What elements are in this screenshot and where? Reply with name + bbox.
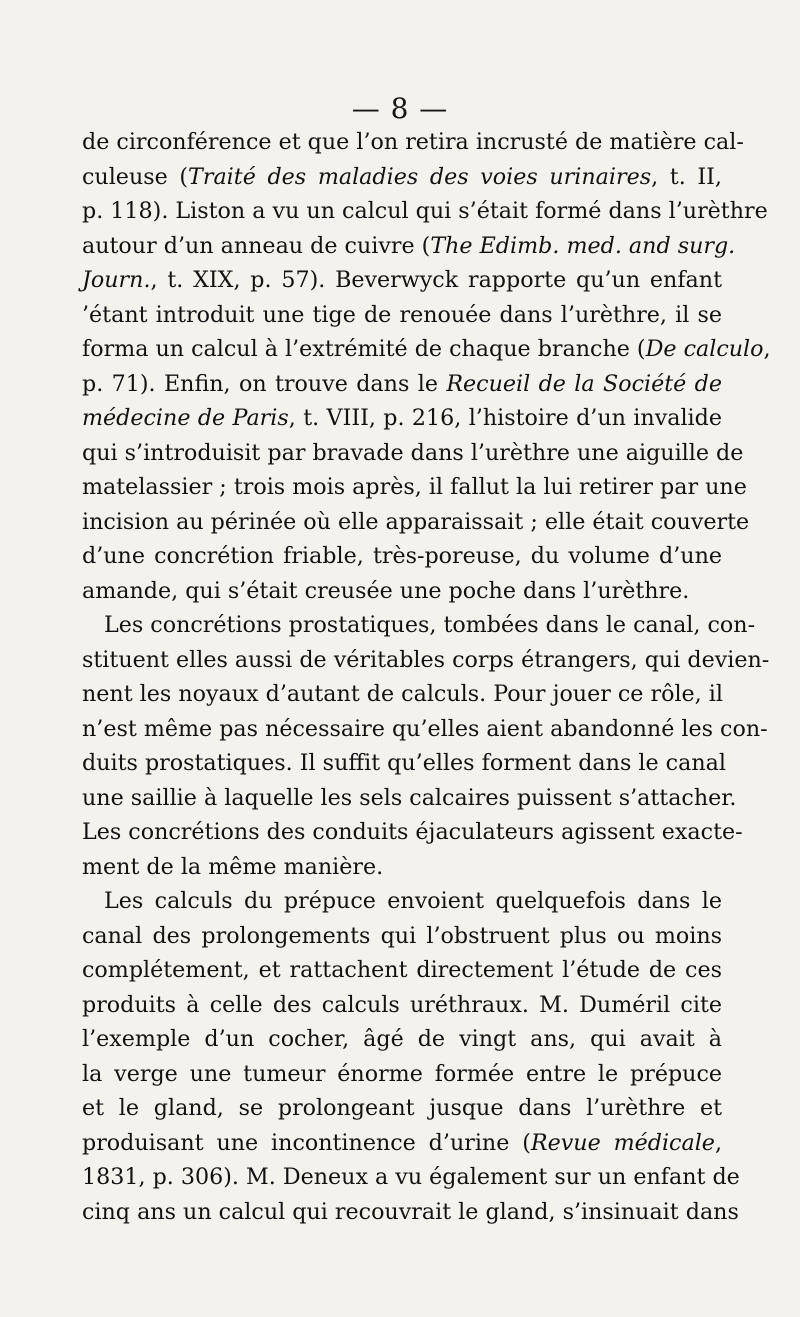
text-run: , t. XIX, p. 57). Beverwyck rapporte qu’un enfant [150, 267, 722, 293]
text-run: nent les noyaux d’autant de calculs. Pour jouer ce rôle, il [82, 681, 723, 707]
text-line [82, 160, 722, 195]
text-run: ment de la même manière. [82, 853, 384, 880]
italic-citation: Traité des maladies des voies urinaires [188, 163, 652, 190]
text-run: culeuse ( [82, 163, 189, 190]
text-line [82, 539, 722, 574]
text-run: incision au périnée où elle apparaissait ; elle était couverte [82, 508, 750, 535]
text-line [82, 505, 750, 540]
text-line [82, 1126, 722, 1161]
italic-citation: The Edimb. med. and surg. [430, 232, 736, 259]
text-run: la verge une tumeur énorme formée entre le prépuce [82, 1060, 722, 1087]
body-text [82, 125, 771, 1229]
page-number: — 8 — [351, 92, 449, 125]
text-run: forma un calcul à l’extrémité de chaque branche ( [82, 336, 646, 362]
text-run: produisant une incontinence d’urine ( [82, 1129, 531, 1156]
text-line [82, 229, 736, 264]
text-line [82, 1160, 740, 1195]
text-run: cinq ans un calcul qui recouvrait le gland, s’insinuait dans [82, 1198, 739, 1225]
text-run: Les concrétions prostatiques, tombées dans le canal, con- [104, 612, 756, 638]
text-run: stituent elles aussi de véritables corps étrangers, qui devien- [82, 646, 770, 673]
text-line [82, 1022, 722, 1057]
text-line [82, 850, 722, 885]
text-run: complétement, et rattachent directement l’étude de ces [82, 957, 722, 983]
text-line [82, 815, 743, 850]
text-line [82, 125, 744, 160]
text-run: autour d’un anneau de cuivre ( [82, 232, 431, 259]
text-line [82, 1057, 722, 1092]
text-run: n’est même pas nécessaire qu’elles aient abandonné les con- [82, 715, 768, 742]
text-line [82, 263, 722, 298]
text-run: Les calculs du prépuce envoient quelquefois dans le [104, 888, 722, 914]
text-line [82, 919, 722, 954]
text-line [82, 1091, 722, 1126]
italic-citation: Journ. [82, 267, 151, 293]
text-line [82, 712, 768, 747]
text-line [82, 332, 771, 367]
text-line [82, 401, 722, 436]
text-run: Les concrétions des conduits éjaculateurs agissent exacte- [82, 819, 743, 845]
italic-citation: De calculo [645, 336, 764, 362]
text-run: duits prostatiques. Il suffit qu’elles forment dans le canal [82, 750, 726, 776]
text-line [82, 988, 722, 1023]
text-line [82, 884, 722, 919]
text-run: p. 118). Liston a vu un calcul qui s’était formé dans l’urèthre [82, 198, 768, 224]
text-line [82, 298, 722, 333]
text-line [82, 781, 737, 816]
italic-citation: médecine de Paris [82, 405, 289, 431]
text-run: , t. II, [651, 163, 722, 190]
text-run: 1831, p. 306). M. Deneux a vu également sur un enfant de [82, 1164, 740, 1190]
text-run: canal des prolongements qui l’obstruent plus ou moins [82, 922, 722, 949]
text-line [82, 194, 768, 229]
text-run: amande, qui s’était creusée une poche dans l’urèthre. [82, 577, 690, 604]
text-run: d’une concrétion friable, très-poreuse, du volume d’une [82, 543, 722, 569]
text-line [82, 1195, 739, 1230]
text-line [82, 608, 756, 643]
text-run: , [763, 336, 771, 362]
text-line [82, 470, 747, 505]
text-line [82, 574, 722, 609]
text-run: produits à celle des calculs uréthraux. M. Duméril cite [82, 991, 722, 1018]
text-line [82, 436, 744, 471]
text-line [82, 746, 726, 781]
text-run: , [714, 1129, 722, 1156]
text-run: l’exemple d’un cocher, âgé de vingt ans, qui avait à [82, 1026, 722, 1052]
italic-citation: Revue médicale [530, 1129, 715, 1156]
text-run: ’étant introduit une tige de renouée dans l’urèthre, il se [82, 301, 722, 328]
text-run: et le gland, se prolongeant jusque dans l’urèthre et [82, 1095, 722, 1121]
text-run: de circonférence et que l’on retira incrusté de matière cal- [82, 129, 744, 155]
text-line [82, 367, 722, 402]
text-line [82, 953, 722, 988]
text-run: une saillie à laquelle les sels calcaires puissent s’attacher. [82, 784, 737, 811]
text-run: matelassier ; trois mois après, il fallut la lui retirer par une [82, 474, 747, 500]
text-line [82, 677, 722, 712]
text-run: qui s’introduisit par bravade dans l’urèthre une aiguille de [82, 439, 744, 466]
text-line [82, 643, 770, 678]
italic-citation: Recueil de la Société de [446, 370, 722, 397]
text-run: , t. VIII, p. 216, l’histoire d’un invalide [288, 405, 722, 431]
text-run: p. 71). Enfin, on trouve dans le [82, 370, 447, 397]
